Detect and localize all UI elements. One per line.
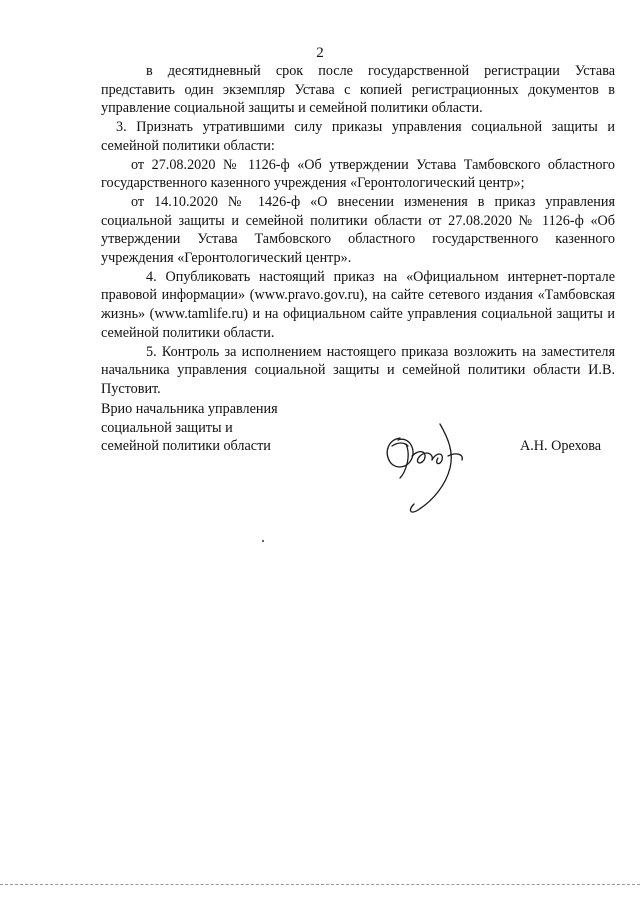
scan-edge-line bbox=[0, 884, 640, 885]
signatory-position-line: Врио начальника управления bbox=[101, 401, 278, 417]
scan-speck bbox=[262, 540, 264, 542]
paragraph-item-5: 5. Контроль за исполнением настоящего приказа возложить на заместителя начальника управления социальной защиты и семейной политики области И.В. Пустовит. bbox=[101, 343, 615, 397]
signatory-position bbox=[101, 400, 361, 456]
signatory-position-line: семейной политики области bbox=[101, 438, 271, 455]
page-number: 2 bbox=[316, 45, 324, 61]
signatory-position-line: социальной защиты и bbox=[101, 419, 233, 436]
paragraph-item-4: 4. Опубликовать настоящий приказ на «Официальном интернет-портале правовой информации» (www.pravo.gov.ru), на сайте сетевого издания «Тамбовская жизнь» (www.tamlife.ru) и на официальном сайте управления социальной защиты и семейной политики области. bbox=[101, 268, 615, 341]
paragraph-order-1126: от 27.08.2020 № 1126-ф «Об утверждении Устава Тамбовского областного государственного казенного учреждения «Геронтологический центр»; bbox=[101, 156, 615, 192]
handwritten-signature bbox=[378, 418, 478, 526]
paragraph-order-1426: от 14.10.2020 № 1426-ф «О внесении изменения в приказ управления социальной защиты и семейной политики области от 27.08.2020 № 1126-ф «Об утверждении Устава Тамбовского областного государственного казенного учреждения «Геронтологический центр». bbox=[101, 193, 615, 267]
document-body bbox=[101, 62, 615, 399]
paragraph-item-3: 3. Признать утратившими силу приказы управления социальной защиты и семейной политики области: bbox=[101, 119, 615, 154]
signatory-name: А.Н. Орехова bbox=[520, 438, 602, 454]
paragraph-registration: в десятидневный срок после государственной регистрации Устава представить один экземпляр Устава с копией регистрационных документов в управление социальной защиты и семейной политики области. bbox=[101, 63, 615, 117]
